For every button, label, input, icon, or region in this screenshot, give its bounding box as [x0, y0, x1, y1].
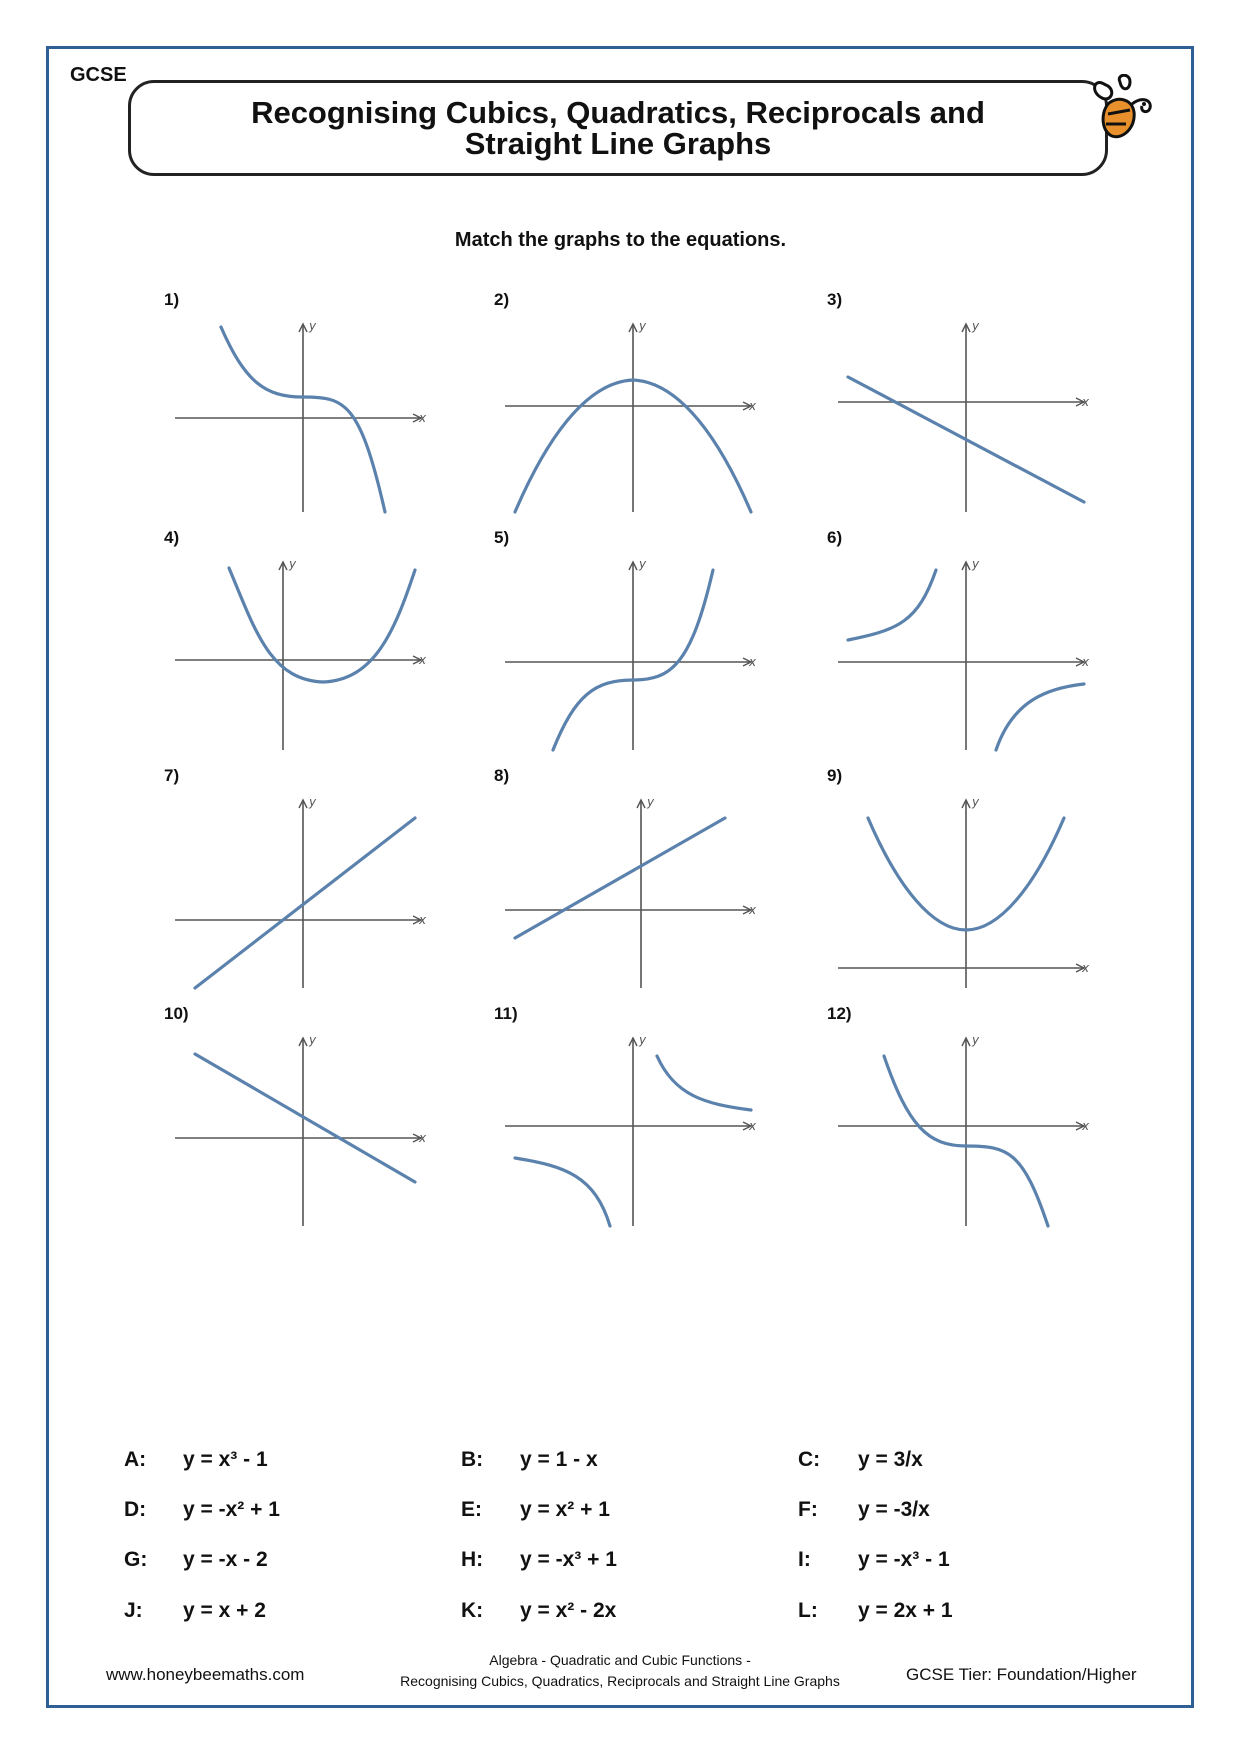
graph-4 — [175, 557, 427, 750]
equation-letter: J: — [124, 1599, 143, 1622]
graph-label-1: 1) — [164, 290, 180, 309]
equation-text: y = -x³ + 1 — [520, 1548, 617, 1571]
x-axis-label: x — [419, 411, 427, 425]
y-axis-label: y — [309, 1033, 317, 1047]
graph-label-3: 3) — [827, 290, 843, 309]
equation-text: y = -x³ - 1 — [858, 1548, 950, 1571]
graph-label-10: 10) — [164, 1004, 189, 1023]
graph-10 — [175, 1033, 427, 1226]
graph-label-7: 7) — [164, 766, 180, 785]
equation-text: y = 2x + 1 — [858, 1599, 953, 1622]
graph-8 — [505, 795, 757, 988]
graph-5 — [505, 557, 757, 750]
title-line-1: Recognising Cubics, Quadratics, Reciprocals and — [251, 95, 985, 130]
footer-topic — [370, 1650, 870, 1692]
x-axis-label: x — [749, 1119, 757, 1133]
x-axis-label: x — [749, 399, 757, 413]
y-axis-label: y — [639, 557, 647, 571]
equation-text: y = x³ - 1 — [183, 1448, 268, 1471]
x-axis-label: x — [1082, 655, 1090, 669]
title-box — [128, 80, 1108, 176]
tier-tag: GCSE — [70, 64, 127, 86]
graph-curve — [195, 818, 415, 988]
footer-website: www.honeybeemaths.com — [106, 1665, 305, 1684]
y-axis-label: y — [309, 319, 317, 333]
graph-curve — [229, 568, 415, 682]
y-axis-label: y — [639, 319, 647, 333]
graph-curve — [515, 818, 725, 938]
graph-12 — [838, 1033, 1090, 1226]
equation-letter: G: — [124, 1548, 148, 1571]
graph-label-8: 8) — [494, 766, 510, 785]
x-axis-label: x — [749, 655, 757, 669]
equation-letter: C: — [798, 1448, 821, 1471]
equation-text: y = x² + 1 — [520, 1498, 610, 1521]
equation-text: y = -x - 2 — [183, 1548, 268, 1571]
equation-letter: E: — [461, 1498, 482, 1521]
graph-9 — [838, 795, 1090, 988]
x-axis-label: x — [1082, 395, 1090, 409]
equation-letter: I: — [798, 1548, 811, 1571]
equation-text: y = -x² + 1 — [183, 1498, 280, 1521]
equation-letter: D: — [124, 1498, 147, 1521]
y-axis-label: y — [639, 1033, 647, 1047]
x-axis-label: x — [749, 903, 757, 917]
graph-7 — [175, 795, 427, 988]
x-axis-label: x — [419, 1131, 427, 1145]
graph-6 — [838, 557, 1090, 750]
y-axis-label: y — [972, 795, 980, 809]
equation-text: y = x² - 2x — [520, 1599, 617, 1622]
y-axis-label: y — [972, 319, 980, 333]
y-axis-label: y — [647, 795, 655, 809]
title-line-2: Straight Line Graphs — [464, 126, 772, 161]
graph-2 — [505, 319, 757, 512]
equation-text: y = x + 2 — [183, 1599, 266, 1622]
y-axis-label: y — [972, 557, 980, 571]
equation-text: y = 1 - x — [520, 1448, 598, 1471]
graph-label-6: 6) — [827, 528, 843, 547]
y-axis-label: y — [972, 1033, 980, 1047]
graph-3 — [838, 319, 1090, 512]
footer-topic-line-2: Recognising Cubics, Quadratics, Reciprocals and Straight Line Graphs — [400, 1673, 840, 1689]
x-axis-label: x — [419, 913, 427, 927]
equation-letter: L: — [798, 1599, 818, 1622]
footer-topic-line-1: Algebra - Quadratic and Cubic Functions - — [489, 1652, 751, 1668]
x-axis-label: x — [1082, 1119, 1090, 1133]
equation-letter: K: — [461, 1599, 484, 1622]
graph-label-5: 5) — [494, 528, 510, 547]
y-axis-label: y — [309, 795, 317, 809]
equation-letter: A: — [124, 1448, 147, 1471]
graph-label-12: 12) — [827, 1004, 852, 1023]
graph-curve — [195, 1054, 415, 1182]
y-axis-label: y — [289, 557, 297, 571]
equation-text: y = -3/x — [858, 1498, 930, 1521]
equation-letter: F: — [798, 1498, 818, 1521]
equation-letter: B: — [461, 1448, 484, 1471]
equation-letter: H: — [461, 1548, 484, 1571]
graph-label-11: 11) — [494, 1004, 518, 1023]
x-axis-label: x — [419, 653, 427, 667]
equation-text: y = 3/x — [858, 1448, 923, 1471]
graph-label-2: 2) — [494, 290, 510, 309]
x-axis-label: x — [1082, 961, 1090, 975]
graph-1 — [175, 319, 427, 512]
footer-tier: GCSE Tier: Foundation/Higher — [906, 1665, 1137, 1684]
graph-label-4: 4) — [164, 528, 180, 547]
graph-label-9: 9) — [827, 766, 843, 785]
instructions: Match the graphs to the equations. — [454, 229, 787, 251]
graph-11 — [505, 1033, 757, 1226]
bee-logo-icon — [1086, 74, 1166, 154]
